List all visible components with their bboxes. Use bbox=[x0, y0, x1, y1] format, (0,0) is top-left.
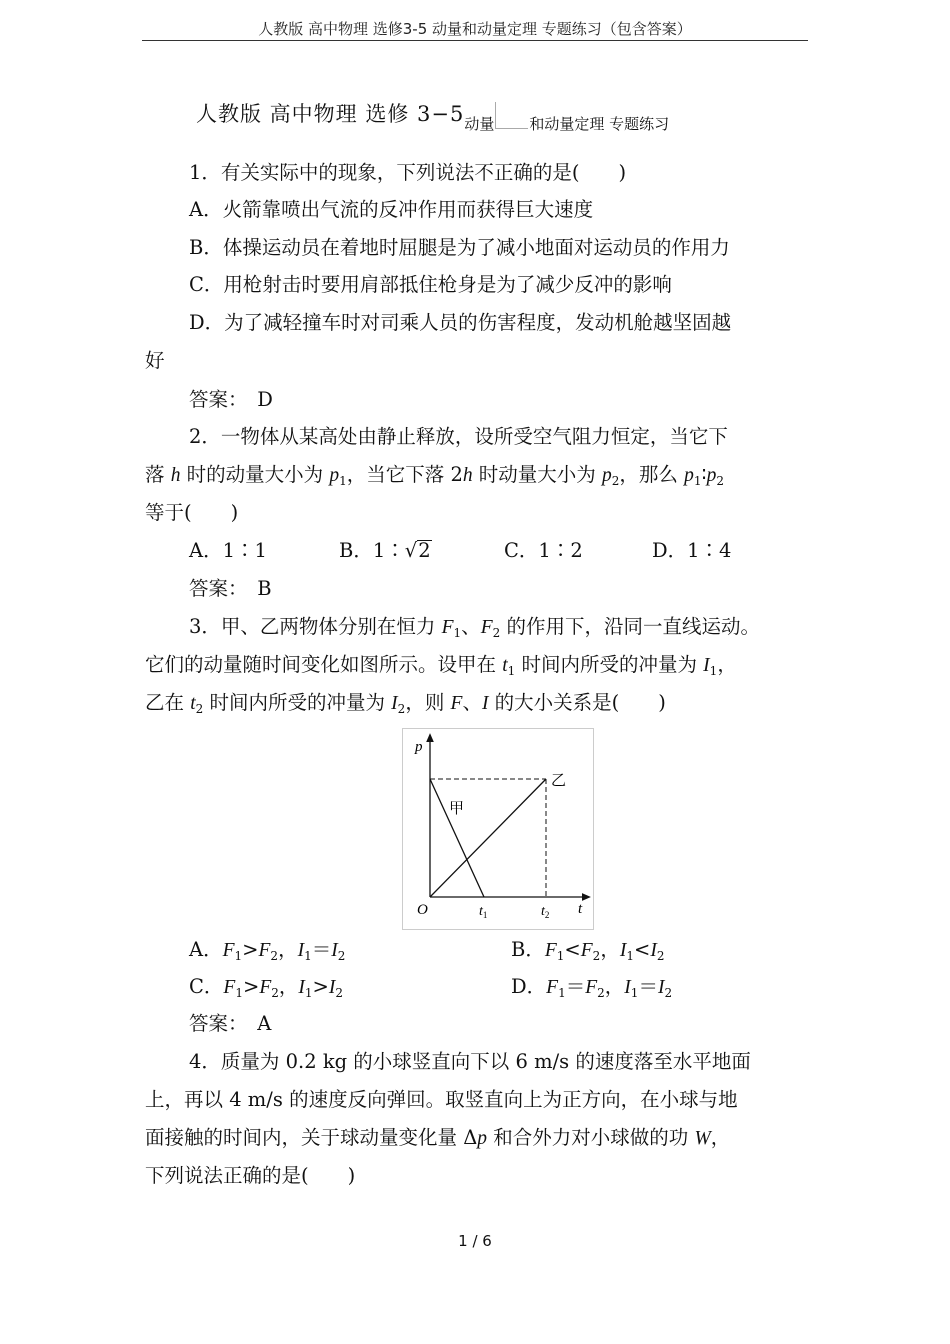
q4-line1: 4．质量为 0.2 kg 的小球竖直向下以 6 m/s 的速度落至水平地面 bbox=[189, 1050, 751, 1073]
tick-t1: $t_1$ bbox=[479, 904, 488, 920]
page-number: 1 / 6 bbox=[458, 1232, 492, 1250]
q1-option-d-cont: 好 bbox=[145, 349, 165, 372]
q3-option-b: B．$F_1<F_2$，$I_1<I_2$ bbox=[511, 938, 665, 963]
q4-line4: 下列说法正确的是( ) bbox=[145, 1164, 356, 1187]
q4-line3: 面接触的时间内，关于球动量变化量 Δp 和合外力对小球做的功 W， bbox=[145, 1126, 731, 1149]
q3-line3: 乙在 $t_2$ 时间内所受的冲量为 $I_2$，则 F、I 的大小关系是( ) bbox=[145, 691, 666, 716]
title-sub-b: 和动量定理 专题练习 bbox=[529, 115, 670, 133]
q2-option-c: C．1∶2 bbox=[504, 539, 583, 562]
q2-option-b: B．1∶√2 bbox=[339, 539, 431, 562]
y-axis-label: p bbox=[415, 739, 423, 755]
origin-label: O bbox=[417, 902, 428, 918]
q1-option-c: C．用枪射击时要用肩部抵住枪身是为了减少反冲的影响 bbox=[189, 273, 672, 296]
momentum-time-graph bbox=[402, 728, 594, 930]
x-axis-label: t bbox=[578, 901, 583, 917]
q3-option-d: D．$F_1=F_2$，$I_1=I_2$ bbox=[511, 975, 673, 1000]
line-jia bbox=[430, 779, 484, 897]
q1-answer: 答案： D bbox=[189, 388, 273, 411]
q3-answer: 答案： A bbox=[189, 1012, 272, 1035]
q1-stem: 1．有关实际中的现象，下列说法不正确的是( ) bbox=[189, 161, 627, 184]
running-header: 人教版 高中物理 选修3-5 动量和动量定理 专题练习（包含答案） bbox=[258, 20, 692, 38]
label-yi: 乙 bbox=[551, 771, 567, 789]
q3-line2: 它们的动量随时间变化如图所示。设甲在 $t_1$ 时间内所受的冲量为 $I_1$， bbox=[145, 653, 737, 678]
line-yi bbox=[430, 779, 546, 897]
header-rule bbox=[142, 40, 808, 41]
q3-option-c: C．$F_1>F_2$，$I_1>I_2$ bbox=[189, 975, 344, 1000]
q2-line1: 2．一物体从某高处由静止释放，设所受空气阻力恒定，当它下 bbox=[189, 425, 728, 448]
q1-option-b: B．体操运动员在着地时屈腿是为了减小地面对运动员的作用力 bbox=[189, 236, 730, 259]
title-sub-a: 动量 bbox=[464, 115, 495, 133]
q2-line2: 落 h 时的动量大小为 $p_1$，当它下落 2h 时动量大小为 $p_2$，那么 $p_1∶p_2$ bbox=[145, 463, 724, 488]
document-title bbox=[196, 98, 670, 133]
q4-line2: 上，再以 4 m/s 的速度反向弹回。取竖直向上为正方向，在小球与地 bbox=[145, 1088, 738, 1111]
q2-answer: 答案： B bbox=[189, 577, 272, 600]
q2-option-d: D．1∶4 bbox=[652, 539, 732, 562]
q2-options bbox=[145, 532, 855, 569]
q2-line3: 等于( ) bbox=[145, 501, 239, 524]
q2-option-a: A．1∶1 bbox=[189, 539, 267, 562]
title-main: 人教版 高中物理 选修 3−5 bbox=[196, 102, 465, 126]
q1-option-a: A．火箭靠喷出气流的反冲作用而获得巨大速度 bbox=[189, 198, 594, 221]
q3-option-a: A．$F_1>F_2$，$I_1=I_2$ bbox=[189, 938, 346, 963]
q1-option-d: D．为了减轻撞车时对司乘人员的伤害程度，发动机舱越坚固越 bbox=[189, 311, 732, 334]
label-jia: 甲 bbox=[449, 799, 465, 817]
q3-line1: 3．甲、乙两物体分别在恒力 $F_1$、$F_2$ 的作用下，沿同一直线运动。 bbox=[189, 615, 760, 640]
tick-t2: $t_2$ bbox=[541, 904, 550, 920]
title-gap-box bbox=[495, 102, 528, 129]
